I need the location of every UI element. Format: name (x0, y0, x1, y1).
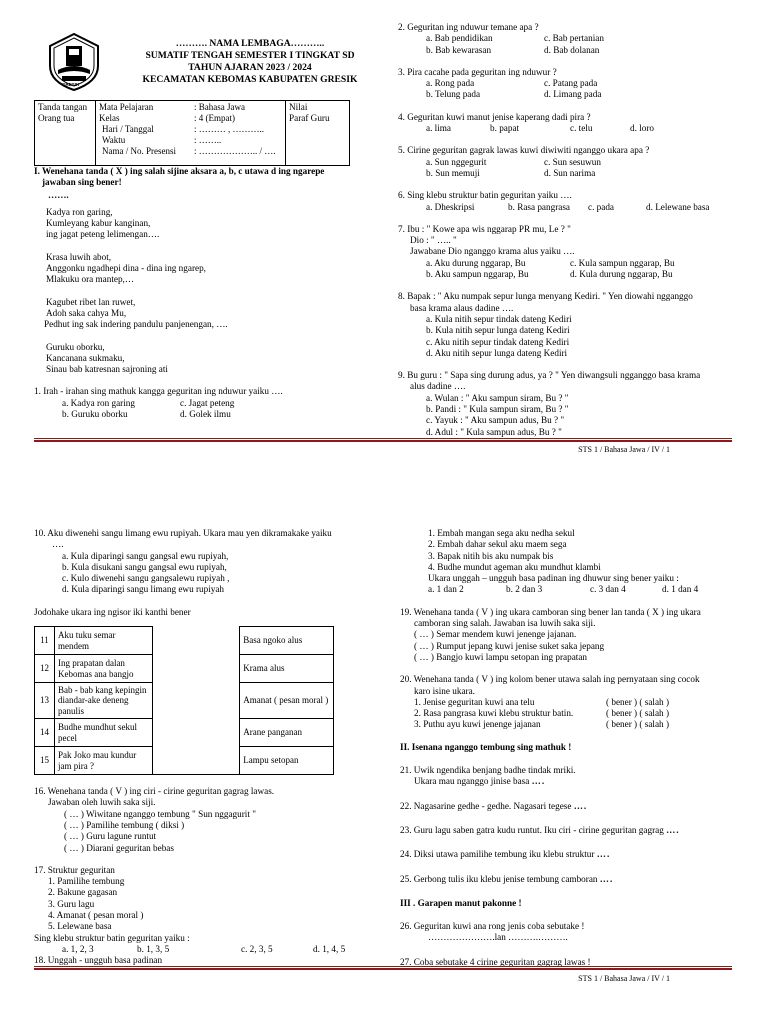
grade-box (289, 102, 330, 125)
question-17: 17. Struktur geguritan 1. Pamilihe tembung 2. Bakune gagasan 3. Guru lagu 4. Amanat ( pesan moral ) 5. Lelewane basa Sing klebu struktur batin geguritan yaiku : a. 1, 2, 3 b. 1, 3, 5 c. 2, 3, 5 d. 1, 4, 5 (34, 865, 364, 955)
grade-label: Nilai (289, 102, 308, 112)
matching-answer[interactable]: Basa ngoko alus (240, 627, 334, 655)
info-value: : Bahasa Jawa (194, 102, 245, 112)
checkbox-option[interactable]: ( … ) Diarani geguritan bebas (64, 842, 174, 853)
matching-answer[interactable]: Arane panganan (240, 719, 334, 747)
option[interactable]: d. Sun narima (544, 167, 596, 178)
option[interactable]: c. Patang pada (544, 78, 598, 89)
question-3: 3. Pira cacahe pada geguritan ing nduwur ? a. Rong pada c. Patang pada b. Telung pada d. Limang pada (398, 67, 738, 101)
option[interactable]: d. Lelewane basa (646, 201, 710, 212)
option[interactable]: c. pada (588, 201, 615, 212)
option[interactable]: b. papat (490, 123, 520, 134)
option[interactable]: d. 1, 4, 5 (313, 943, 346, 954)
question-26: 26. Geguritan kuwi ana rong jenis coba sebutake ! ………………….lan ……….………. (400, 921, 740, 944)
question-9: 9. Bu guru : " Sapa sing durung adus, ya ? " Yen diwangsuli ngganggo basa krama alus dadine …. a. Wulan : " Aku sampun siram, Bu ? " b. Pandi : " Kula sampun siram, Bu ? " c. Yayuk : " Aku sampun adus, Bu ? " d. Adul : " Kula sampun adus, Bu ? " (398, 370, 738, 438)
institution-name: ………. NAMA LEMBAGA……….. (175, 38, 325, 49)
table-row: 14 Budhe mundhut sekul pecel Arane panganan (35, 719, 334, 747)
option[interactable]: c. Yayuk : " Aku sampun adus, Bu ? " (426, 415, 565, 426)
checkbox-option[interactable]: ( … ) Rumput jepang kuwi jenise suket saka jepang (414, 640, 605, 651)
true-false-choice[interactable]: ( bener ) ( salah ) (606, 696, 670, 707)
option[interactable]: c. Jagat peteng (180, 397, 235, 408)
question-2: 2. Geguritan ing nduwur temane apa ? a. Bab pendidikan c. Bab pertanian b. Bab kewarasan d. Bab dolanan (398, 22, 738, 56)
table-row: 12 Ing prapatan dalan Kebomas ana bangjo Krama alus (35, 655, 334, 683)
page-divider (34, 966, 732, 970)
option[interactable]: a. Kula diparingi sangu gangsal ewu rupiyah, (62, 550, 229, 561)
option[interactable]: a. Kadya ron garing (62, 397, 135, 408)
table-row: 15 Pak Joko mau kundur jam pira ? Lampu setopan (35, 747, 334, 775)
parent-signature-label: Tanda tangan Orang tua (38, 102, 88, 124)
option[interactable]: c. 2, 3, 5 (241, 943, 273, 954)
option[interactable]: b. Kula disukani sangu gangsal ewu rupiyah, (62, 561, 227, 572)
option[interactable]: d. Limang pada (544, 89, 602, 100)
checkbox-option[interactable]: ( … ) Wiwitane nganggo tembung " Sun nggagurit " (64, 808, 256, 819)
question-10: 10. Aku diwenehi sangu limang ewu rupiyah. Ukara mau yen dikramakake yaiku …. a. Kula diparingi sangu gangsal ewu rupiyah, b. Kula disukani sangu gangsal ewu rupiyah, c. Kulo diwenehi sangu gangsalewu rupiyah , d. Kula diparingi sangu limang ewu rupiyah (34, 528, 364, 596)
table-row: 11 Aku tuku semar mendem Basa ngoko alus (35, 627, 334, 655)
question-8: 8. Bapak : " Aku numpak sepur lunga menyang Kediri. " Yen diowahi ngganggo basa krama alaus dadine …. a. Kula nitih sepur tindak dateng Kediri b. Kula nitih sepur lunga dateng Kediri c. Aku nitih sepur tindak dateng Kediri d. Aku nitih sepur lunga dateng Kediri (398, 291, 738, 359)
info-label: Waktu (102, 135, 126, 145)
question-25: 25. Gerbong tulis iku klebu jenise tembung camboran …. (400, 873, 614, 884)
info-label: Mata Pelajaran (99, 102, 154, 112)
section-3-title: III . Garapen manut pakonne ! (400, 897, 522, 908)
question-21: 21. Uwik ngendika benjang badhe tindak mriki. Ukara mau nganggo jinise basa …. (400, 765, 576, 787)
option[interactable]: b. Telung pada (426, 89, 481, 100)
question-1: 1. Irah - irahan sing mathuk kangga geguritan ing nduwur yaiku …. a. Kadya ron garing c. Jagat peteng b. Guruku oborku d. Golek ilmu (34, 386, 364, 420)
checkbox-option[interactable]: ( … ) Bangjo kuwi lampu setopan ing prapatan (414, 651, 587, 662)
question-20: 20. Wenehana tanda ( V ) ing kolom bener utawa salah ing pernyataan sing cocok karo isine ukara. 1. Jenise geguritan kuwi ana telu ( bener ) ( salah ) 2. Rasa pangrasa kuwi klebu struktur batin. ( bener ) ( salah ) 3. Puthu ayu kuwi jenenge jajanan ( bener ) ( salah ) (400, 674, 740, 730)
option[interactable]: d. Bab dolanan (544, 44, 600, 55)
page-divider (34, 438, 732, 442)
option[interactable]: a. 1 dan 2 (428, 584, 464, 595)
info-label: Hari / Tanggal (102, 124, 154, 134)
exam-title: SUMATIF TENGAH SEMESTER I TINGKAT SD (145, 50, 355, 61)
option[interactable]: c. Kulo diwenehi sangu gangsalewu rupiyah , (62, 573, 230, 584)
info-label: Nama / No. Presensi (102, 146, 176, 156)
option[interactable]: b. 1, 3, 5 (137, 943, 170, 954)
section-1-title: I. Wenehana tanda ( X ) ing salah sijine aksara a, b, c utawa d ing ngarepe (34, 166, 325, 176)
page-footer: STS 1 / Bahasa Jawa / IV / 1 (578, 445, 670, 454)
option[interactable]: b. Aku sampun nggarap, Bu (426, 269, 529, 280)
option[interactable]: b. Kula nitih sepur lunga dateng Kediri (426, 325, 570, 336)
question-22: 22. Nagasarine gedhe - gedhe. Nagasari tegese …. (400, 800, 588, 811)
question-7: 7. Ibu : " Kowe apa wis nggarap PR mu, Le ? " Dio : " ….. " Jawabane Dio nganggo krama alus yaiku …. a. Aku durung nggarap, Bu c. Kula sampun nggarap, Bu b. Aku sampun nggarap, Bu d. Kula durung nggarap, Bu (398, 224, 738, 280)
option[interactable]: c. Aku nitih sepur tindak dateng Kediri (426, 336, 570, 347)
matching-answer[interactable]: Krama alus (240, 655, 334, 683)
true-false-choice[interactable]: ( bener ) ( salah ) (606, 719, 670, 730)
option[interactable]: d. Adul : " Kula sampun adus, Bu ? " (426, 426, 562, 437)
option[interactable]: b. Pandi : " Kula sampun siram, Bu ? " (426, 404, 569, 415)
option[interactable]: d. Kula durung nggarap, Bu (570, 269, 673, 280)
option[interactable]: c. 3 dan 4 (590, 584, 626, 595)
right-column-1 (398, 22, 738, 438)
teacher-sign-label: Paraf Guru (289, 113, 330, 124)
option[interactable]: a. Wulan : " Aku sampun siram, Bu ? " (426, 392, 569, 403)
info-value: : ……… , ……….. (194, 124, 265, 134)
option[interactable]: d. Kula diparingi sangu limang ewu rupiyah (62, 584, 225, 595)
left-column-2 (34, 528, 364, 967)
option[interactable]: b. Sun memuji (426, 167, 480, 178)
option[interactable]: a. 1, 2, 3 (62, 943, 94, 954)
section-2-title: II. Isenana nganggo tembung sing mathuk ! (400, 741, 572, 752)
question-18-items: 1. Embah mangan sega aku nedha sekul 2. Embah dahar sekul aku maem sega 3. Bapak nitih bis aku numpak bis 4. Budhe mundut ageman aku mundhut klambi Ukara unggah – ungguh basa padinan ing dhuwur sing bener yaiku : a. 1 dan 2 b. 2 dan 3 c. 3 dan 4 d. 1 dan 4 (428, 528, 740, 596)
option[interactable]: b. Rasa pangrasa (508, 201, 570, 212)
option[interactable]: c. Sun sesuwun (544, 156, 601, 167)
true-false-choice[interactable]: ( bener ) ( salah ) (606, 708, 670, 719)
option[interactable]: d. Golek ilmu (180, 409, 231, 420)
info-box (34, 100, 350, 166)
matching-answer[interactable]: Amanat ( pesan moral ) (240, 683, 334, 719)
student-info (99, 102, 279, 157)
matching-intro: Jodohake ukara ing ngisor iki kanthi bener (34, 606, 191, 617)
option[interactable]: c. Bab pertanian (544, 33, 604, 44)
info-value: : …….. (194, 135, 222, 145)
option[interactable]: a. Sun nggegurit (426, 156, 487, 167)
exam-header (120, 38, 380, 86)
option[interactable]: c. telu (570, 123, 593, 134)
question-27: 27. Coba sebutake 4 cirine geguritan gagrag lawas ! (400, 956, 591, 967)
checkbox-option[interactable]: ( … ) Pamilihe tembung ( diksi ) (64, 819, 185, 830)
logo-caption: GRESIK (62, 82, 80, 87)
option[interactable]: a. Rong pada (426, 78, 475, 89)
info-value: : ……………….. / …. (194, 146, 276, 156)
info-value: : 4 (Empat) (194, 113, 235, 123)
question-6: 6. Sing klebu struktur batin geguritan yaiku …. a. Dheskripsi b. Rasa pangrasa c. pada d. Lelewane basa (398, 190, 738, 213)
option[interactable]: d. Aku nitih sepur lunga dateng Kediri (426, 347, 568, 358)
question-5: 5. Cirine geguritan gagrak lawas kuwi diwiwiti nganggo ukara apa ? a. Sun nggegurit c. Sun sesuwun b. Sun memuji d. Sun narima (398, 145, 738, 179)
checkbox-option[interactable]: ( … ) Semar mendem kuwi jenenge jajanan. (414, 629, 577, 640)
right-column-2 (400, 528, 740, 968)
question-24: 24. Diksi utawa pamilihe tembung iku klebu struktur …. (400, 849, 611, 860)
option[interactable]: d. 1 dan 4 (662, 584, 699, 595)
option[interactable]: a. lima (426, 123, 452, 134)
option[interactable]: b. Bab kewarasan (426, 44, 492, 55)
table-row: 13 Bab - bab kang kepingin diandar-ake deneng panulis Amanat ( pesan moral ) (35, 683, 334, 719)
question-18-title: 18. Unggah - ungguh basa padinan (34, 955, 163, 966)
option[interactable]: c. Kula sampun nggarap, Bu (570, 257, 675, 268)
question-23: 23. Guru lagu saben gatra kudu runtut. Iku ciri - cirine geguritan gagrag …. (400, 824, 680, 835)
district: KECAMATAN KEBOMAS KABUPATEN GRESIK (142, 74, 358, 85)
option[interactable]: a. Bab pendidikan (426, 33, 493, 44)
matching-answer[interactable]: Lampu setopan (240, 747, 334, 775)
question-19: 19. Wenehana tanda ( V ) ing ukara camboran sing bener lan tanda ( X ) ing ukara camboran sing salah. Jawaban isa luwih saka siji. ( … ) Semar mendem kuwi jenenge jajanan. ( … ) Rumput jepang kuwi jenise suket saka jepang ( … ) Bangjo kuwi lampu setopan ing prapatan (400, 607, 740, 663)
page-footer: STS 1 / Bahasa Jawa / IV / 1 (578, 974, 670, 983)
option[interactable]: a. Aku durung nggarap, Bu (426, 257, 526, 268)
option[interactable]: b. 2 dan 3 (506, 584, 543, 595)
option[interactable]: a. Dheskripsi (426, 201, 475, 212)
academic-year: TAHUN AJARAN 2023 / 2024 (188, 62, 312, 73)
matching-table (34, 626, 334, 775)
poem: Kadya ron garing, Kumleyang kabur kanginan, ing jagat peteng lelimengan…. Krasa luwih abot, Anggonku ngadhepi dina - dina ing ngarep, Mlakuku ora mantep,… Kagubet ribet lan ruwet, Adoh saka cahya Mu, Pedhut ing sak indering pandulu panjenengan, …. Guruku oborku, Kancanana sukmaku, Sinau bab katresnan sajroning ati (44, 206, 228, 375)
section-1: I. Wenehana tanda ( X ) ing salah sijine aksara a, b, c utawa d ing ngarepe jawaban sing bener! ……. Kadya ron garing, Kumleyang kabur kanginan, ing jagat peteng lelimengan…. Krasa luwih abot, Anggonku ngadhepi dina - dina ing ngarep, Mlakuku ora mantep,… Kagubet ribet lan ruwet, Adoh saka cahya Mu, Pedhut ing sak indering pandulu panjenengan, …. Guruku oborku, Kancanana sukmaku, Sinau bab katresnan sajroning ati 1. Irah - irahan sing mathuk kangga geguritan ing nduwur yaiku …. a. Kadya ron garing c. Jagat peteng b. Guruku oborku d. Golek ilmu (34, 166, 364, 420)
question-16: 16. Wenehana tanda ( V ) ing ciri - cirine geguritan gagrag lawas. Jawaban oleh luwih saka siji. ( … ) Wiwitane nganggo tembung " Sun nggagurit " ( … ) Pamilihe tembung ( diksi ) ( … ) Guru lagune runtut ( … ) Diarani geguritan bebas (34, 786, 364, 854)
info-label: Kelas (99, 113, 120, 123)
checkbox-option[interactable]: ( … ) Guru lagune runtut (64, 831, 157, 842)
option[interactable]: a. Kula nitih sepur tindak dateng Kediri (426, 313, 572, 324)
option[interactable]: b. Guruku oborku (62, 409, 128, 420)
answer-blank[interactable]: ………………….lan ……….………. (428, 932, 568, 943)
option[interactable]: d. loro (630, 123, 654, 134)
question-4: 4. Geguritan kuwi manut jenise kaperang dadi pira ? a. lima b. papat c. telu d. loro (398, 112, 738, 135)
